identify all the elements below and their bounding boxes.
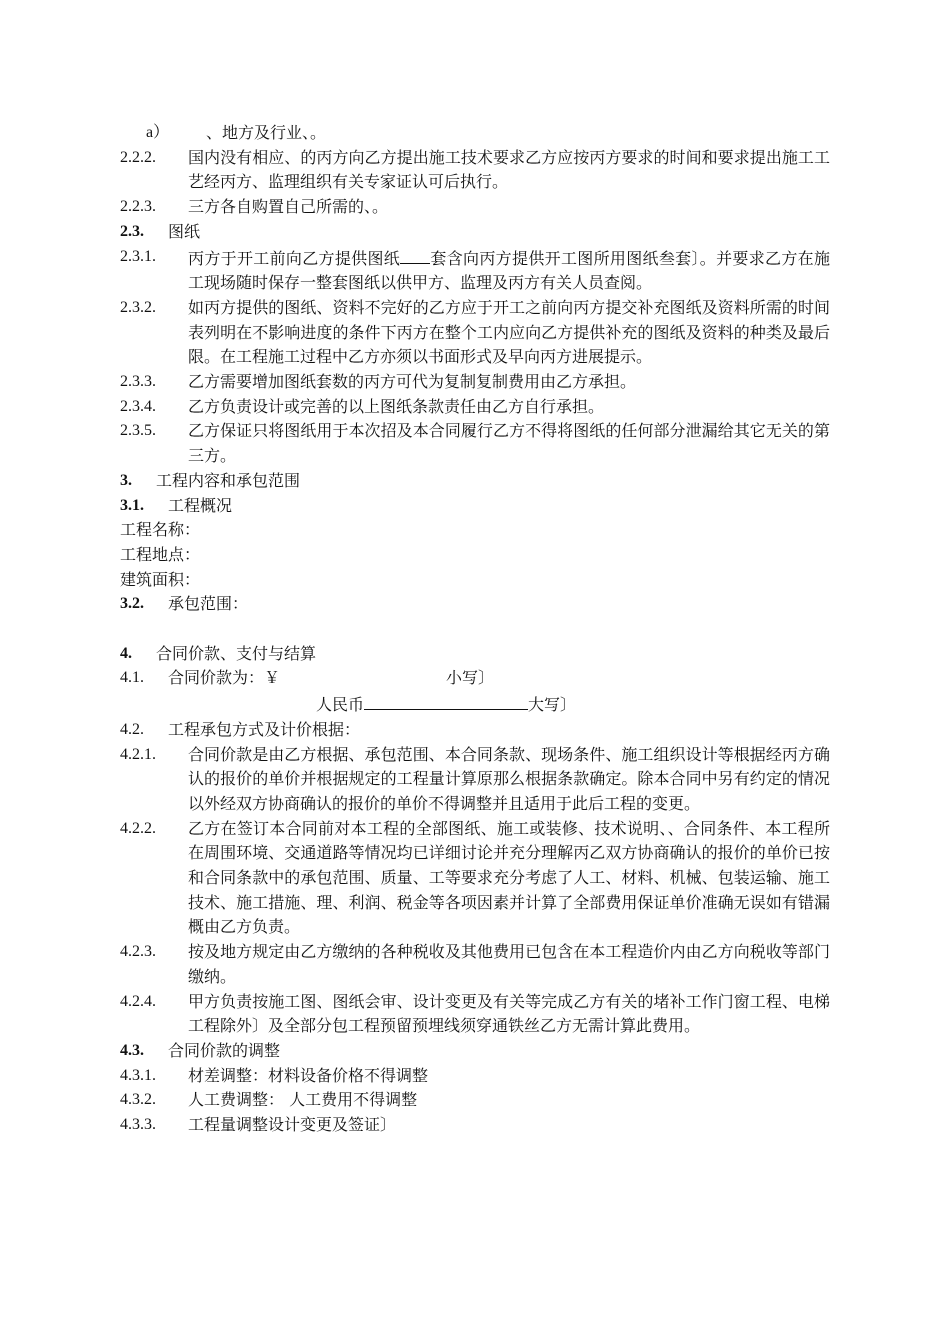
amount-underline bbox=[364, 691, 528, 710]
clause-number: 2.2.3. bbox=[120, 198, 156, 216]
section-title: 合同价款的调整 bbox=[168, 1041, 281, 1060]
clause-number: 2.3.3. bbox=[120, 373, 156, 391]
item-text: 、地方及行业、。 bbox=[206, 123, 327, 142]
clause-number: 4.2. bbox=[120, 720, 144, 738]
clause-4-2-2 bbox=[120, 817, 830, 941]
section-heading-4-3 bbox=[120, 1039, 830, 1064]
clause-2-3-3 bbox=[120, 370, 830, 395]
clause-2-2-3 bbox=[120, 195, 830, 220]
clause-2-3-1 bbox=[120, 245, 830, 296]
section-heading-3 bbox=[120, 469, 830, 494]
rmb-label: 人民币 bbox=[316, 695, 365, 715]
clause-4-3-1 bbox=[120, 1064, 830, 1089]
clause-number: 4.3.3. bbox=[120, 1116, 156, 1134]
project-name-line bbox=[120, 518, 830, 543]
clause-4-2-1 bbox=[120, 743, 830, 817]
lowercase-note: 小写〕 bbox=[446, 668, 495, 688]
clause-4-2-3 bbox=[120, 940, 830, 989]
section-number: 4. bbox=[120, 644, 132, 662]
clause-text: 如丙方提供的图纸、资料不完好的乙方应于开工之前向丙方提交补充图纸及资料所需的时间表列明在不影响进度的条件下丙方在整个工内应向乙方提供补充的图纸及资料的种类及最后限。在工程施工过程中乙方亦须以书面形式及早向丙方进展提示。 bbox=[188, 297, 830, 367]
section-title: 工程承包方式及计价根据： bbox=[168, 719, 361, 739]
section-title: 工程概况 bbox=[168, 495, 233, 515]
clause-text bbox=[120, 245, 830, 296]
project-name-label: 工程名称： bbox=[120, 520, 201, 540]
section-number: 3. bbox=[120, 471, 132, 489]
contract-price-text bbox=[120, 666, 830, 691]
clause-text: 乙方负责设计或完善的以上图纸条款责任由乙方自行承担。 bbox=[188, 396, 605, 416]
rmb-text bbox=[120, 691, 830, 718]
contract-price-line bbox=[120, 666, 830, 691]
clause-text: 乙方需要增加图纸套数的丙方可代为复制复制费用由乙方承担。 bbox=[188, 372, 637, 392]
section-heading-2-3 bbox=[120, 220, 830, 245]
section-title: 工程内容和承包范围 bbox=[156, 470, 301, 490]
clause-text: 乙方在签订本合同前对本工程的全部图纸、施工或装修、技术说明、、合同条件、本工程所在周围环境、交通道路等情况均已详细讨论并充分理解丙乙双方协商确认的报价的单价已按和合同条款中的承包范围、质量、工等要求充分考虑了人工、材料、机械、包装运输、施工技术、施工措施、理、利润、税金等各项因素并计算了全部费用保证单价准确无误如有错漏概由乙方负责。 bbox=[188, 818, 830, 937]
project-location-line bbox=[120, 543, 830, 568]
section-heading-4 bbox=[120, 642, 830, 667]
clause-number: 2.3.5. bbox=[120, 422, 156, 440]
section-heading-4-2 bbox=[120, 718, 830, 743]
clause-text: 甲方负责按施工图、图纸会审、设计变更及有关等完成乙方有关的堵补工作门窗工程、电梯工程除外〕及全部分包工程预留预埋线须穿通铁丝乙方无需计算此费用。 bbox=[188, 991, 830, 1036]
clause-text: 乙方保证只将图纸用于本次招及本合同履行乙方不得将图纸的任何部分泄漏给其它无关的第三方。 bbox=[188, 421, 830, 466]
clause-number: 2.3.2. bbox=[120, 298, 156, 316]
uppercase-note: 大写〕 bbox=[528, 695, 577, 715]
clause-text: 国内没有相应、的丙方向乙方提出施工技术要求乙方应按丙方要求的时间和要求提出施工工艺经丙方、监理组织有关专家证认可后执行。 bbox=[188, 147, 830, 192]
clause-text: 工程量调整设计变更及签证〕 bbox=[188, 1115, 397, 1135]
section-heading-3-2 bbox=[120, 592, 830, 617]
clause-number: 4.3.1. bbox=[120, 1066, 156, 1084]
clause-2-3-2 bbox=[120, 296, 830, 370]
clause-text-part-b: 套含向丙方提供开工图所用图纸叁套〕。并要求乙方在施工现场随时保存一整套图纸以供甲方、监理及丙方有关人员查阅。 bbox=[188, 248, 830, 293]
section-number: 3.2. bbox=[120, 595, 144, 613]
section-number: 3.1. bbox=[120, 496, 144, 514]
clause-4-3-2 bbox=[120, 1088, 830, 1113]
contract-price-label: 合同价款为：￥ bbox=[168, 668, 281, 688]
clause-number: 4.2.3. bbox=[120, 943, 156, 961]
list-item bbox=[120, 121, 830, 146]
rmb-line bbox=[120, 691, 830, 718]
clause-number: 4.3.2. bbox=[120, 1091, 156, 1109]
clause-text: 按及地方规定由乙方缴纳的各种税收及其他费用已包含在本工程造价内由乙方向税收等部门缴纳。 bbox=[188, 942, 830, 986]
building-area-label: 建筑面积： bbox=[120, 569, 201, 589]
clause-4-2-4 bbox=[120, 990, 830, 1039]
clause-number: 4.1. bbox=[120, 669, 144, 687]
project-location-label: 工程地点： bbox=[120, 544, 201, 564]
clause-4-3-3 bbox=[120, 1113, 830, 1138]
clause-text: 三方各自购置自己所需的、。 bbox=[188, 197, 389, 217]
section-title: 图纸 bbox=[168, 221, 201, 241]
section-title: 承包范围： bbox=[168, 594, 249, 614]
clause-number: 2.3.1. bbox=[120, 247, 156, 265]
section-number: 2.3. bbox=[120, 222, 144, 240]
document-page bbox=[120, 121, 830, 1138]
clause-number: 4.2.4. bbox=[120, 992, 156, 1010]
item-number: a） bbox=[146, 124, 170, 141]
clause-text: 合同价款是由乙方根据、承包范围、本合同条款、现场条件、施工组织设计等根据经丙方确认的报价的单价并根据规定的工程量计算原那么根据条款确定。除本合同中另有约定的情况以外经双方协商确认的报价的单价不得调整并且适用于此后工程的变更。 bbox=[188, 744, 830, 813]
clause-number: 4.2.2. bbox=[120, 819, 156, 837]
building-area-line bbox=[120, 568, 830, 593]
clause-2-2-2 bbox=[120, 146, 830, 195]
blank-underline bbox=[400, 245, 430, 264]
clause-2-3-5 bbox=[120, 419, 830, 468]
clause-number: 2.2.2. bbox=[120, 148, 156, 166]
blank-line bbox=[120, 617, 830, 642]
clause-number: 2.3.4. bbox=[120, 397, 156, 415]
section-number: 4.3. bbox=[120, 1042, 144, 1059]
clause-text: 材差调整：材料设备价格不得调整 bbox=[188, 1065, 429, 1085]
section-heading-3-1 bbox=[120, 494, 830, 519]
clause-text-part-a: 丙方于开工前向乙方提供图纸 bbox=[188, 248, 401, 268]
clause-number: 4.2.1. bbox=[120, 745, 156, 763]
clause-text: 人工费调整： 人工费用不得调整 bbox=[188, 1090, 418, 1110]
clause-2-3-4 bbox=[120, 395, 830, 420]
section-title: 合同价款、支付与结算 bbox=[156, 643, 317, 663]
